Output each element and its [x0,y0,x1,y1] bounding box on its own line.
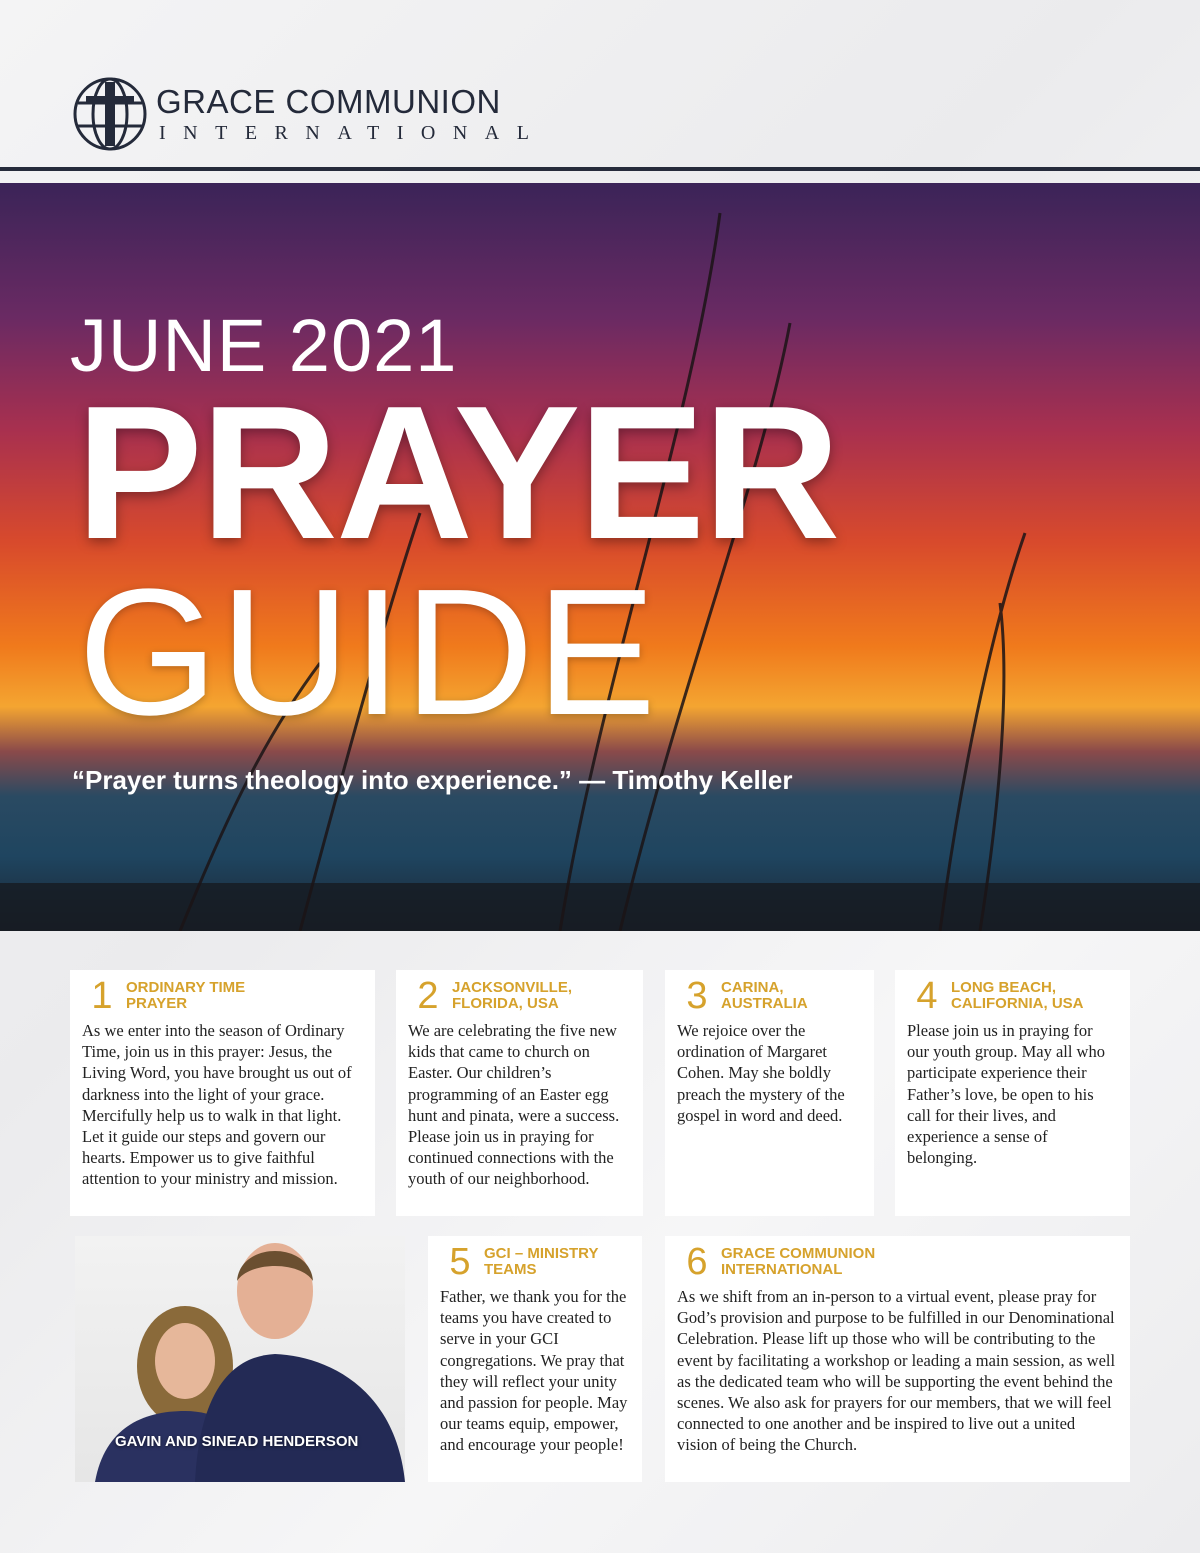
card-number: 2 [417,975,439,1017]
prayer-card-3 [665,970,874,1216]
hero-month: JUNE 2021 [70,304,458,387]
hero-banner [0,183,1200,931]
card-body: We are celebrating the five new kids that came to church on Easter. Our children’s programming of an Easter egg hunt and pinata, were a success. Please join us in praying for continued connections with the youth of our neighborhood. [408,1021,620,1189]
card-number: 5 [449,1241,471,1283]
card-title: CARINA, AUSTRALIA [721,979,808,1012]
card-title: LONG BEACH, CALIFORNIA, USA [951,979,1084,1012]
photo-hendersons [75,1236,405,1482]
card-number: 4 [916,975,938,1017]
prayer-card-1 [70,970,375,1216]
card-title: GCI – MINISTRY TEAMS [484,1245,599,1278]
prayer-card-4 [895,970,1130,1216]
photo-caption: GAVIN AND SINEAD HENDERSON [115,1433,359,1450]
card-number: 3 [686,975,708,1017]
card-body: We rejoice over the ordination of Margaret Cohen. May she boldly preach the mystery of the gospel in word and deed. [677,1021,845,1125]
prayer-card-6 [665,1236,1130,1482]
hero-title-prayer: PRAYER [76,367,839,579]
prayer-card-5 [428,1236,642,1482]
card-number: 1 [91,975,113,1017]
card-title: GRACE COMMUNION INTERNATIONAL [721,1245,876,1278]
header-rule [0,167,1200,171]
card-body: As we enter into the season of Ordinary Time, join us in this prayer: Jesus, the Living Word, you have brought us out of darkness into the light of your grace. Mercifully help us to walk in that light. Let it guide our steps and govern our hearts. Empower us to give faithful attention to your ministry and mission. [82,1021,352,1189]
gci-logo [72,76,546,152]
prayer-card-2 [396,970,643,1216]
card-title: JACKSONVILLE, FLORIDA, USA [452,979,573,1012]
card-number: 6 [686,1241,708,1283]
hero-title-guide: GUIDE [78,552,659,753]
card-body: As we shift from an in-person to a virtual event, please pray for God’s provision and purpose to be fulfilled in our Denominational Celebration. Please lift up those who will be contributing to the event by facilitating a workshop or leading a main session, as well as the dedicated team who will be supporting the event behind the scenes. We also ask for prayers for our members, that we will feel connected to one another and be inspired to live out a united vision of being the Church. [677,1287,1116,1455]
globe-cross-icon [72,76,148,152]
logo-sub: INTERNATIONAL [159,121,547,144]
card-body: Father, we thank you for the teams you have created to serve in your GCI congregations. We pray that they will reflect your unity and passion for people. May our teams equip, empower, and encourage your people! [440,1287,628,1455]
card-body: Please join us in praying for our youth group. May all who participate experience their Father’s love, be open to his call for their lives, and experience a sense of belonging. [907,1021,1105,1168]
card-title: ORDINARY TIME PRAYER [126,979,246,1012]
hero-quote: “Prayer turns theology into experience.” — Timothy Keller [72,765,793,795]
logo-name: GRACE COMMUNION [156,82,501,120]
